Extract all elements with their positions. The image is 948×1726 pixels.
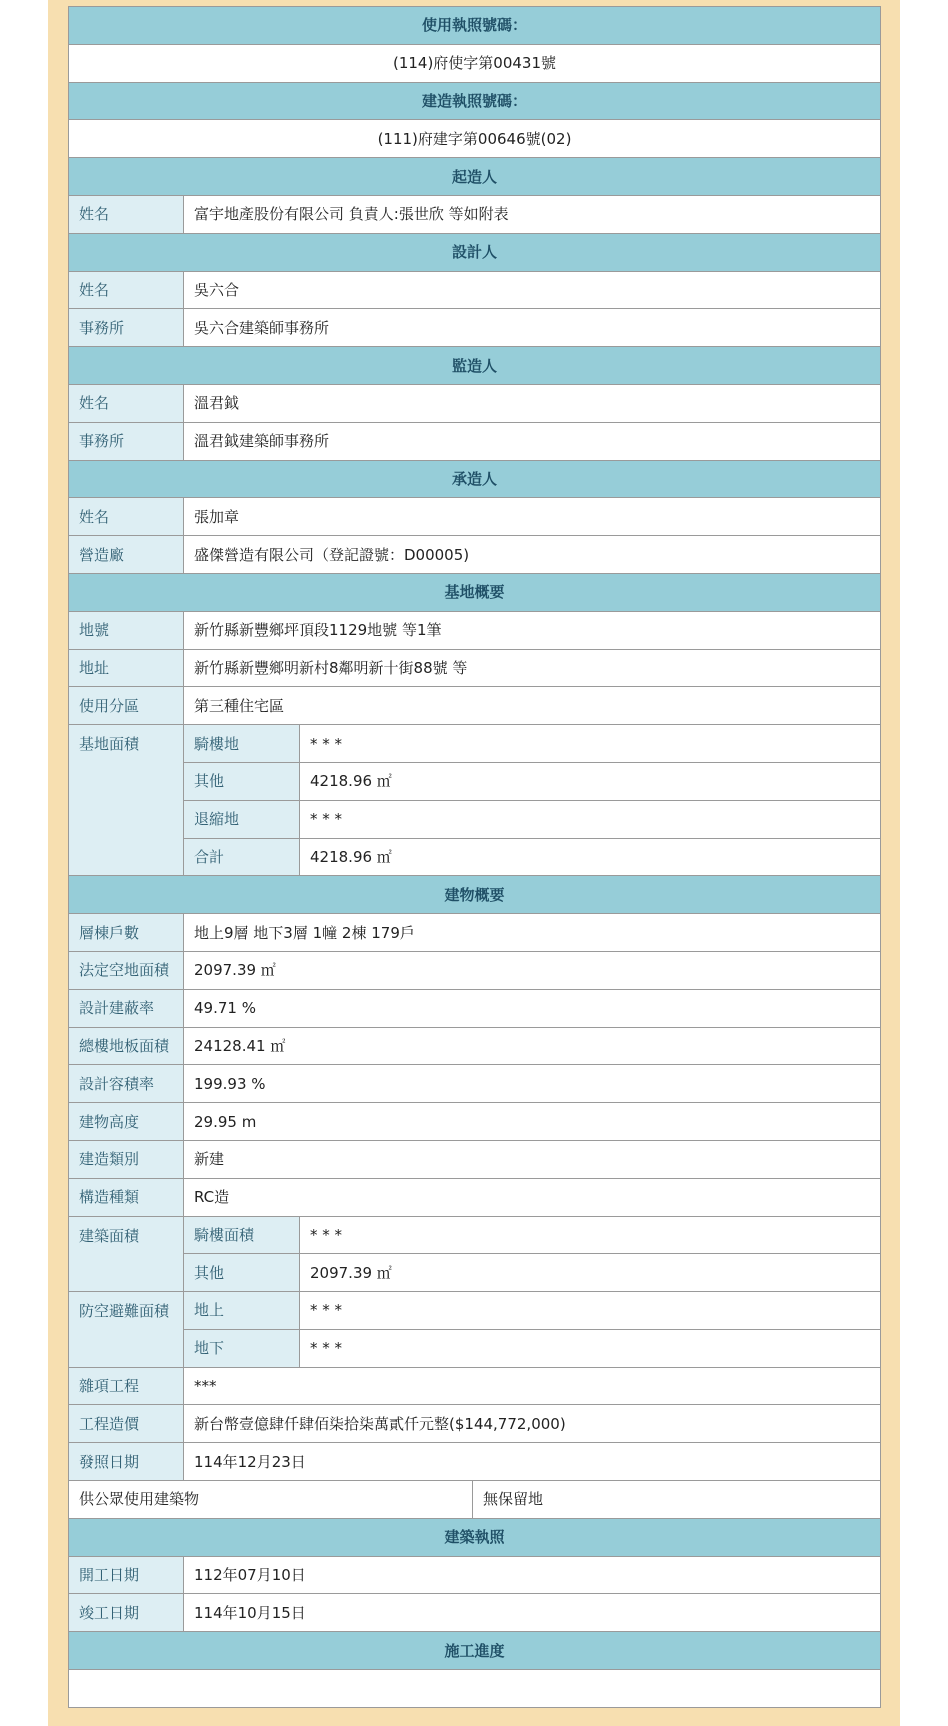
- site-address-row: [69, 649, 881, 687]
- site-address: 新竹縣新豐鄉明新村8鄰明新十街88號 等: [184, 649, 881, 687]
- site-area-sub-label: 騎樓地: [184, 725, 300, 763]
- supervisor-name: 溫君鉞: [184, 384, 881, 422]
- contractor-firm: 盛傑營造有限公司（登記證號：D00005): [184, 536, 881, 574]
- building-value: 24128.41 ㎡: [184, 1027, 881, 1065]
- building-value: 199.93 %: [184, 1065, 881, 1103]
- cost-value: 新台幣壹億肆仟肆佰柒拾柒萬貳仟元整($144,772,000): [184, 1405, 881, 1443]
- site-area-label: 基地面積: [69, 725, 184, 876]
- contractor-name: 張加章: [184, 498, 881, 536]
- finish-date-value: 114年10月15日: [184, 1594, 881, 1632]
- start-date-label: 開工日期: [69, 1556, 184, 1594]
- building-row: [69, 1140, 881, 1178]
- finish-date-row: [69, 1594, 881, 1632]
- shelter-area-row: [69, 1329, 881, 1367]
- shelter-area-sub-label: 地下: [184, 1329, 300, 1367]
- building-value: 2097.39 ㎡: [184, 951, 881, 989]
- site-area-row: [69, 725, 881, 763]
- applicant-name: 富宇地產股份有限公司 負責人:張世欣 等如附表: [184, 195, 881, 233]
- designer-office-label: 事務所: [69, 309, 184, 347]
- reserve-land-text: 無保留地: [473, 1481, 881, 1519]
- contractor-name-label: 姓名: [69, 498, 184, 536]
- issue-date-value: 114年12月23日: [184, 1443, 881, 1481]
- building-label: 層棟戶數: [69, 914, 184, 952]
- building-row: [69, 1065, 881, 1103]
- applicant-header: 起造人: [69, 158, 881, 196]
- build-permit-header: 建造執照號碼：: [69, 82, 881, 120]
- construction-permit-header: 建築執照: [69, 1518, 881, 1556]
- building-row: [69, 914, 881, 952]
- build-permit-value-row: [69, 120, 881, 158]
- building-header: 建物概要: [69, 876, 881, 914]
- building-label: 設計容積率: [69, 1065, 184, 1103]
- contractor-name-row: [69, 498, 881, 536]
- shelter-area-label: 防空避難面積: [69, 1292, 184, 1368]
- site-area-sub-label: 其他: [184, 762, 300, 800]
- start-date-row: [69, 1556, 881, 1594]
- site-lot-row: [69, 611, 881, 649]
- use-permit-value-row: [69, 44, 881, 82]
- floor-area-sub-label: 騎樓面積: [184, 1216, 300, 1254]
- start-date-value: 112年07月10日: [184, 1556, 881, 1594]
- progress-header: 施工進度: [69, 1632, 881, 1670]
- designer-header: 設計人: [69, 233, 881, 271]
- site-area-row: [69, 800, 881, 838]
- progress-row: [69, 1670, 881, 1708]
- shelter-area-sub-value: * * *: [300, 1292, 881, 1330]
- building-label: 法定空地面積: [69, 951, 184, 989]
- contractor-firm-label: 營造廠: [69, 536, 184, 574]
- designer-name-label: 姓名: [69, 271, 184, 309]
- building-label: 構造種類: [69, 1178, 184, 1216]
- contractor-header: 承造人: [69, 460, 881, 498]
- misc-work-value: ***: [184, 1367, 881, 1405]
- building-value: RC造: [184, 1178, 881, 1216]
- floor-area-row: [69, 1254, 881, 1292]
- shelter-area-sub-label: 地上: [184, 1292, 300, 1330]
- site-lot: 新竹縣新豐鄉坪頂段1129地號 等1筆: [184, 611, 881, 649]
- applicant-name-label: 姓名: [69, 195, 184, 233]
- progress-value: [69, 1670, 881, 1708]
- building-row: [69, 1103, 881, 1141]
- permit-detail-panel: [68, 6, 880, 1708]
- use-permit-header-row: [69, 7, 881, 45]
- shelter-area-sub-value: * * *: [300, 1329, 881, 1367]
- site-area-sub-value: 4218.96 ㎡: [300, 838, 881, 876]
- misc-work-label: 雜項工程: [69, 1367, 184, 1405]
- use-permit-header: 使用執照號碼：: [69, 7, 881, 45]
- building-label: 建造類別: [69, 1140, 184, 1178]
- public-use-text: 供公眾使用建築物: [69, 1481, 473, 1519]
- site-area-sub-label: 退縮地: [184, 800, 300, 838]
- public-use-row: [69, 1481, 881, 1519]
- permit-table: [68, 6, 881, 1708]
- floor-area-sub-value: 2097.39 ㎡: [300, 1254, 881, 1292]
- floor-area-row: [69, 1216, 881, 1254]
- supervisor-office-label: 事務所: [69, 422, 184, 460]
- site-area-sub-value: * * *: [300, 800, 881, 838]
- shelter-area-row: [69, 1292, 881, 1330]
- building-value: 49.71 %: [184, 989, 881, 1027]
- site-area-sub-label: 合計: [184, 838, 300, 876]
- site-zoning: 第三種住宅區: [184, 687, 881, 725]
- site-zoning-row: [69, 687, 881, 725]
- cost-label: 工程造價: [69, 1405, 184, 1443]
- site-header: 基地概要: [69, 573, 881, 611]
- site-area-row: [69, 838, 881, 876]
- building-row: [69, 951, 881, 989]
- use-permit-number: (114)府使字第00431號: [69, 44, 881, 82]
- site-area-sub-value: 4218.96 ㎡: [300, 762, 881, 800]
- supervisor-name-label: 姓名: [69, 384, 184, 422]
- floor-area-sub-label: 其他: [184, 1254, 300, 1292]
- building-value: 新建: [184, 1140, 881, 1178]
- finish-date-label: 竣工日期: [69, 1594, 184, 1632]
- designer-name: 吳六合: [184, 271, 881, 309]
- building-row: [69, 1178, 881, 1216]
- site-lot-label: 地號: [69, 611, 184, 649]
- issue-date-row: [69, 1443, 881, 1481]
- building-row: [69, 989, 881, 1027]
- applicant-name-row: [69, 195, 881, 233]
- site-area-row: [69, 762, 881, 800]
- building-row: [69, 1027, 881, 1065]
- build-permit-header-row: [69, 82, 881, 120]
- supervisor-name-row: [69, 384, 881, 422]
- building-label: 總樓地板面積: [69, 1027, 184, 1065]
- floor-area-label: 建築面積: [69, 1216, 184, 1292]
- designer-office-row: [69, 309, 881, 347]
- building-value: 地上9層 地下3層 1幢 2棟 179戶: [184, 914, 881, 952]
- supervisor-office: 溫君鉞建築師事務所: [184, 422, 881, 460]
- build-permit-number: (111)府建字第00646號(02): [69, 120, 881, 158]
- contractor-firm-row: [69, 536, 881, 574]
- supervisor-office-row: [69, 422, 881, 460]
- building-label: 建物高度: [69, 1103, 184, 1141]
- floor-area-sub-value: * * *: [300, 1216, 881, 1254]
- site-address-label: 地址: [69, 649, 184, 687]
- misc-work-row: [69, 1367, 881, 1405]
- supervisor-header: 監造人: [69, 347, 881, 385]
- cost-row: [69, 1405, 881, 1443]
- building-value: 29.95 m: [184, 1103, 881, 1141]
- building-label: 設計建蔽率: [69, 989, 184, 1027]
- designer-office: 吳六合建築師事務所: [184, 309, 881, 347]
- site-zoning-label: 使用分區: [69, 687, 184, 725]
- issue-date-label: 發照日期: [69, 1443, 184, 1481]
- designer-name-row: [69, 271, 881, 309]
- site-area-sub-value: * * *: [300, 725, 881, 763]
